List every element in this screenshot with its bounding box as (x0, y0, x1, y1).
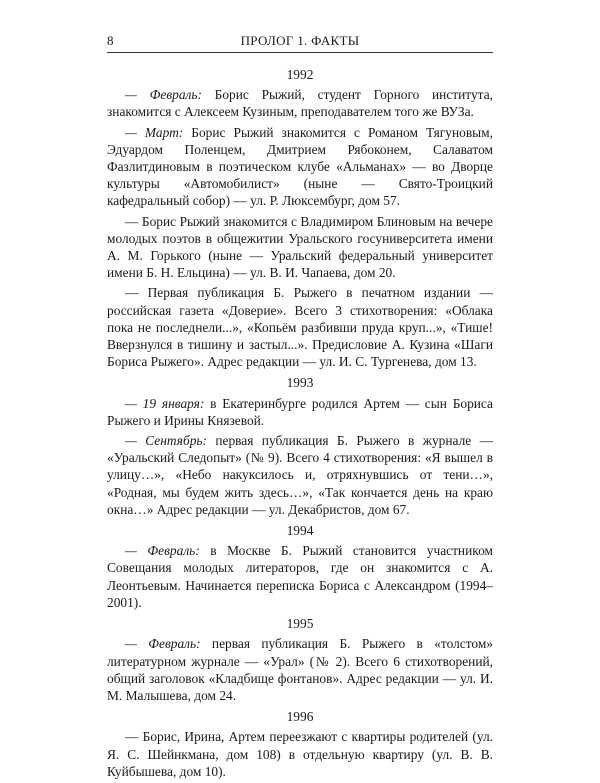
entry-text: первая публикация Б. Рыжего в журнале — «Уральский Следопыт» (№ 9). Всего 4 стихотворения: «Я вышел в улицу…», «Небо накуксилось и, отряхнувшись от тени…», «Родная, мы будем жить здесь…», «Так кончается день на краю окна…» Адрес редакции — ул. Декабристов, дом 67. (107, 433, 493, 517)
entry-date: — Февраль: (125, 87, 202, 103)
entry-text: — Борис Рыжий знакомится с Владимиром Блиновым на вечере молодых поэтов в общежитии Уральского госуниверситета имени А. М. Горького (ныне — Уральский федеральный университет имени Б. Н. Ельцина) — ул. В. И. Чапаева, дом 20. (107, 213, 493, 281)
entry-text: Борис Рыжий, студент Горного института, знакомится с Алексеем Кузиным, преподавателем того же ВУЗа. (107, 87, 493, 120)
year-section (107, 615, 493, 704)
entry-text: — Борис, Ирина, Артем переезжают с квартиры родителей (ул. Я. С. Шейнкмана, дом 108) в отдельную квартиру (ул. В. В. Куйбышева, дом 10). (107, 729, 493, 779)
year-section (107, 374, 493, 518)
entry-date: — Март: (125, 124, 184, 140)
entry-text: в Екатеринбурге родился Артем — сын Бориса Рыжего и Ирины Князевой. (107, 395, 493, 428)
year-section (107, 708, 493, 780)
entry-date: — Февраль: (125, 543, 200, 559)
year-heading: 1993 (286, 375, 314, 391)
year-heading: 1996 (286, 709, 314, 725)
entry-date: — Февраль: (125, 636, 201, 652)
page-header (107, 30, 493, 53)
entry-date: — Сентябрь: (125, 433, 207, 449)
running-title: ПРОЛОГ 1. ФАКТЫ (240, 33, 360, 48)
chronology-entry (107, 395, 493, 429)
year-heading: 1995 (286, 616, 314, 632)
year-section (107, 522, 493, 611)
chronology-entry (107, 728, 493, 780)
entry-date: — 19 января: (125, 395, 205, 411)
chronology-text (107, 66, 493, 783)
chronology-entry (107, 124, 493, 210)
entry-text: первая публикация Б. Рыжего в «толстом» литературном журнале — «Урал» (№ 2). Всего 6 стихотворений, общий заголовок «Кладбище фонтанов». Адрес редакции — ул. И. М. Малышева, дом 24. (107, 636, 493, 703)
year-heading: 1992 (286, 67, 314, 82)
chronology-entry (107, 86, 493, 120)
chronology-entry (107, 284, 493, 370)
chronology-entry (107, 542, 493, 611)
chronology-entry (107, 213, 493, 282)
chronology-entry (107, 432, 493, 518)
year-heading: 1994 (286, 523, 314, 539)
entry-text: — Первая публикация Б. Рыжего в печатном издании — российская газета «Доверие». Всего 3 стихотворения: «Облака пока не последнели...», «Копьём разбивши пруда круп...», «Тише! Вверзнулся в тишину и застыл...». Предисловие А. Кузина «Шаги Бориса Рыжего». Адрес редакции — ул. И. С. Тургенева, дом 13. (107, 285, 493, 370)
year-section (107, 66, 493, 370)
entry-text: Борис Рыжий знакомится с Романом Тягуновым, Эдуардом Поленцем, Дмитрием Рябоконем, Салаватом Фазлитдиновым в поэтическом клубе «Альманах» — во Дворце культуры «Автомобилист» (ныне — Свято-Троицкий кафедральный собор) — ул. Р. Люксембург, дом 57. (107, 124, 493, 209)
chronology-entry (107, 635, 493, 704)
entry-text: в Москве Б. Рыжий становится участником Совещания молодых литераторов, где он знакомится с А. Леонтьевым. Начинается переписка Бориса с Александром (1994–2001). (107, 543, 494, 610)
page-number: 8 (107, 33, 114, 48)
